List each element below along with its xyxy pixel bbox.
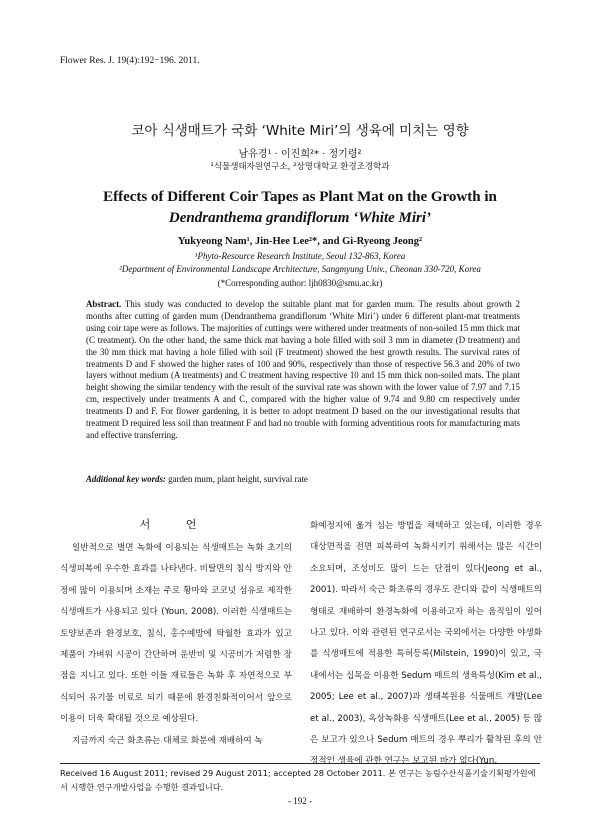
english-title — [40, 187, 560, 229]
korean-affiliation: ¹식물생태자원연구소, ²상명대학교 환경조경학과 — [210, 162, 390, 172]
english-affiliation-1: ¹Phyto-Resource Research Institute, Seoul 132-863, Korea — [194, 251, 406, 261]
english-authors: Yukyeong Nam¹, Jin-Hee Lee²*, and Gi-Ryeong Jeong² — [177, 236, 423, 247]
english-affiliation-2: ²Department of Environmental Landscape Architecture, Sangmyung Univ., Cheonan 330-720, Korea — [119, 264, 481, 274]
section-heading-introduction: 서 언 — [139, 518, 213, 531]
footnote-divider — [60, 763, 540, 764]
english-title-line1: Effects of Different Coir Tapes as Plant Mat on the Growth in — [103, 189, 497, 205]
abstract-label: Abstract. — [86, 299, 122, 309]
keywords — [86, 474, 520, 484]
footnote: Received 16 August 2011; revised 29 August 2011; accepted 28 October 2011. 본 연구는 농림수산식품기술기획평가원에서 시행한 연구개발사업을 수행한 결과입니다. — [60, 768, 536, 792]
keywords-text: garden mum, plant height, survival rate — [168, 474, 308, 484]
corresponding-author: (*Corresponding author: ljh0830@smu.ac.kr) — [217, 278, 383, 288]
page-number: - 192 - — [288, 796, 312, 806]
korean-title: 코아 식생매트가 국화 ‘White Miri’의 생육에 미치는 영향 — [131, 123, 469, 139]
korean-authors: 남유경¹ · 이진희²* · 정기령² — [238, 149, 362, 160]
keywords-label: Additional key words: — [86, 474, 166, 484]
english-title-line2: Dendranthema grandiflorum ‘White Miri’ — [168, 210, 432, 226]
body-paragraph-1: 일반적으로 벌면 녹화에 이용되는 식생매트는 녹화 초기의 식생피복에 우수한 효과를 나타낸다. 비탈면의 침식 방지와 안정에 많이 이용되며 소재는 주로 황마와 코코넛 섬유로 제작한 식생매트가 사용되고 있다 (Youn, 2008). 이러한 식생매트는 토양보존과 환경보호, 침식, 홍수예방에 탁월한 효과가 있고 제품이 가벼워 시공이 간단하며 운반비 및 시공비가 저렴한 장점을 지니고 있다. 또한 이들 재료들은 녹화 후 자연적으로 부식되어 유기물 비료로 되기 때문에 환경친화적이어서 앞으로 이용이 더욱 확대될 것으로 예상된다. — [60, 543, 292, 725]
body-column-left — [60, 538, 292, 752]
body-paragraph-2: 지금까지 숙근 화초류는 대체로 화분에 재배하여 녹 — [72, 735, 263, 746]
body-column-right: 화예정지에 옮겨 심는 방법을 채택하고 있는데, 이러한 경우 대상면적을 전면 피복하여 녹화시키기 위해서는 많은 시간이 소요되며, 조성비도 많이 드는 단점이 있다(Jeong et al., 2001). 따라서 숙근 화초류의 경우도 잔디와 같이 식생매트의 형태로 재배하여 환경녹화에 이용하고자 하는 움직임이 일어나고 있다. 이와 관련된 연구로서는 국외에서는 다양한 야생화를 식생매트에 적용한 특허등록(Milstein, 1990)이 있고, 국내에서는 십목을 이용한 Sedum 매트의 생육특성(Kim et al., 2005; Lee et al., 2007)과 생태복원용 식물매트 개발(Lee et al., 2003), 옥상녹화용 식생매트(Lee et al., 2005) 등 많은 보고가 있으나 Sedum 매트의 경우 뿌리가 활착된 후의 안정적인 생육에 관한 연구는 보고된 바가 없다(Yun, — [310, 521, 542, 767]
abstract-text: This study was conducted to develop the suitable plant mat for garden mum. The results about growth 2 months after cutting of garden mum (Dendranthema grandiflorum ‘White Miri’) under 6 different plant-mat treatments using coir tape were as follows. The majorities of cuttings were withered under treatments of non-soiled 15 mm thick mat (C treatment). On the other hand, the same thick mat having a hole filled with soil 3 mm in diameter (D treatment) and the 30 mm thick mat having a hole filled with soil (F treatment) showed the best growth results. The survival rates of treatments D and F showed the higher rates of 100 and 90%, respectively than those of respective 56.3 and 20% of two layers without medium (A treatments) and C treatment having respective 10 and 15 mm thick non-soiled mats. The plant height showing the similar tendency with the result of the survival rate was shown with the lower value of 7.97 and 7.15 cm, respectively under treatments A and C, compared with the higher value of 9.74 and 9.80 cm respectively under treatments D and F. For flower gardening, it is better to adopt treatment D based on the our investigational results that treatment D required less soil than treatment F and had no trouble with forming adventitious roots for manufacturing mats and effective transferring. — [86, 299, 520, 440]
journal-citation: Flower Res. J. 19(4):192−196. 2011. — [60, 56, 200, 66]
abstract — [86, 299, 520, 442]
